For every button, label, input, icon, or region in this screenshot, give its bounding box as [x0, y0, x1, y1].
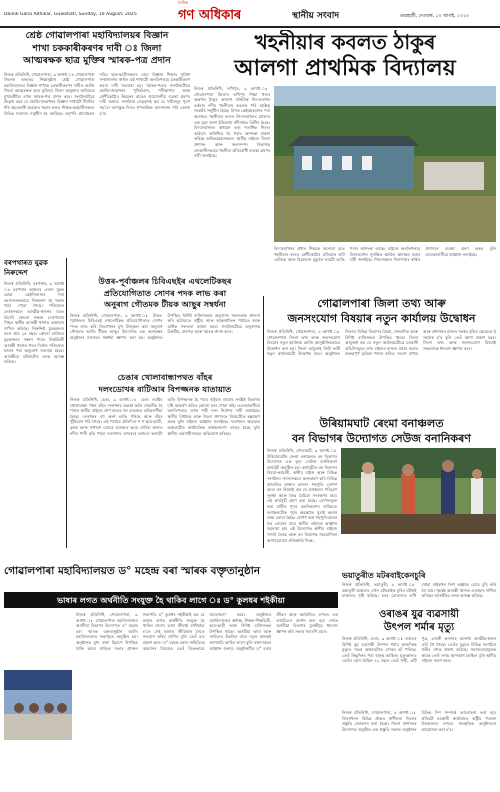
- masthead-rule: [0, 26, 500, 28]
- story-independence-prep: [342, 710, 496, 788]
- masthead-date-right: গুৱাহাটী, দেওবাৰ, ১০ আগষ্ট, ২০২৫: [400, 14, 470, 19]
- subhead-bar: [4, 592, 338, 608]
- story-youth-missing: [4, 258, 64, 548]
- story-memorial-lecture: [4, 612, 338, 788]
- article-body: নিজস্ব প্ৰতিনিধি, গোৱালপাৰা, ৯ আগষ্ট ঃ জিলাখনৰ বিভিন্ন প্ৰান্তত স্বাধীনতা দিৱসৰ প্ৰস্তুতি জোৰদাৰ কৰা হৈছে। জিলা প্ৰশাসনৰ উদ্যোগত অনুষ্ঠিত এক প্ৰস্তুতি সভাত অনুষ্ঠানৰ বিভিন্ন দিশ সম্পৰ্কে আলোচনা কৰা হয়। প্ৰতিটো চৰকাৰী কাৰ্যালয়ত ৰাষ্ট্ৰীয় পতাকা উত্তোলনৰ লগতে সাংস্কৃতিক অনুষ্ঠানৰো আয়োজন কৰা হ'ব।: [342, 710, 496, 732]
- masthead-logo-small: দৈনিক: [178, 0, 189, 5]
- masthead-section: স্থানীয় সংবাদ: [292, 11, 340, 21]
- article-body: নিজস্ব প্ৰতিনিধি, ভয়াতুৰী, ৯ আগষ্ট ঃ ভয়াতুৰী অঞ্চলত এখন মটৰবাইক চুৰিৰ ঘটনাই চাঞ্চল্যৰ সৃষ্টি কৰিছে। ঘৰৰ চোতালত ৰাখি থোৱা বাইকখন নিশা অজ্ঞাত চোৰে চুৰি কৰি লৈ যায়। গৃহস্থই আৰক্ষী থানাত এজাহাৰ দাখিল কৰিছে। আৰক্ষীয়ে তদন্ত আৰম্ভ কৰিছে।: [342, 582, 496, 599]
- article-body: নিজস্ব প্ৰতিনিধি, গোলাঘাট, ৯ আগষ্ট ঃ উৰিয়ামঘাটৰ ৰেংমা বনাঞ্চলত বন বিভাগৰ উদ্যোগত এক বৃহৎ সেউজ বনানিকৰণ কাৰ্যসূচী অনুষ্ঠিত হয়। কাৰ্যসূচীত বন বিভাগৰ বিষয়া-কৰ্মচাৰী, স্থানীয় ৰাইজ আৰু বিভিন্ন সংগঠনৰ সদস্যসকলে অংশগ্ৰহণ কৰি বিভিন্ন প্ৰজাতিৰ হাজাৰ হাজাৰ গছপুলি ৰোপণ কৰে। বন বিষয়াই কয় যে বনাঞ্চলৰ পৰিৱেশ সুৰক্ষা আৰু জৈৱ বৈচিত্ৰ্য সংৰক্ষণৰ বাবে এই কাৰ্যসূচী গ্ৰহণ কৰা হৈছে। বেদখলমুক্ত কৰা মাটিত পুনৰ বনানিকৰণৰ জৰিয়তে বনাঞ্চলটোক পূৰ্বৰ অৱস্থালৈ ঘূৰাই অনাৰ লক্ষ্য লোৱা হৈছে। ৰোপণ কৰা গছপুলিবোৰৰ যত্ন লোৱাৰ বাবে স্থানীয় ৰাইজক আহ্বান জনোৱা হয়। এই উদ্যোগক স্থানীয় ৰাইজে সাদৰি লৈছে আৰু বন বিভাগক সহযোগিতা আগবঢ়োৱাৰ প্ৰতিশ্ৰুতি দিছে।: [267, 448, 337, 543]
- article-body: নিজস্ব প্ৰতিনিধি, বৰপথাৰ, ৯ আগষ্ট ঃ বৰপথাৰ অঞ্চলৰ এজন যুৱক যোৱা কেইদিনমানৰ পৰা ৰহস্যজনকভাৱে নিৰুদ্দেশ হৈ থকাৰ খবৰ পোৱা গৈছে। পৰিয়ালৰ লোকসকলে আত্মীয়-স্বজনৰ ঘৰত বিচাৰি কোনো সন্ধান নোপোৱাৰ পিছত স্থানীয় আৰক্ষী থানাত এজাহাৰ দাখিল কৰিছে। নিৰুদ্দিষ্ট যুৱকজনৰ বয়স প্ৰায় ২৫ বছৰ। কোনো ব্যক্তিয়ে যুৱকজনৰ সন্ধান পালে নিকটৱৰ্তী আৰক্ষী থানাত খবৰ দিবলৈ পৰিয়ালৰ ফালৰ পৰা অনুৰোধ জনোৱা হৈছে। আৰক্ষীয়ে ঘটনাটোৰ তদন্ত আৰম্ভ কৰিছে।: [4, 281, 64, 365]
- headline: গোৱালপাৰা জিলা তথ্য আৰু জনসংযোগ বিষয়াৰ নতুন কাৰ্যালয় উদ্বোধন: [287, 297, 476, 325]
- article-body: নিজস্ব প্ৰতিনিধি, গোৱালপাৰা, ৯ আগষ্ট ঃ গোৱালপাৰা মহাবিদ্যালয়ৰ অসমীয়া বিভাগৰ উদ্যোগত ড° মহেন্দ্ৰ বৰা স্মাৰক বক্তৃতানুষ্ঠান আজি মহাবিদ্যালয়ৰ সভাগৃহত অনুষ্ঠিত হয়। অনুষ্ঠানত মুখ্য বক্তা হিচাপে উপস্থিত থাকি অসম সাহিত্য সভাৰ প্ৰাক্তন সভাপতি ড° কুলধৰ শইকীয়াই কয় যে ভাষাৰ লগত অৰ্থনীতি সংযুক্ত হৈ থাকিব লাগে। ভাষা জীয়াই ৰাখিবলৈ হ'লে সেই ভাষাক জীৱিকাৰ সৈতে সংযোগ কৰিব লাগিব বুলি তেওঁ মত প্ৰকাশ কৰে। ড° মহেন্দ্ৰ বৰাৰ সাহিত্যিক অৱদানৰ বিষয়েও তেওঁ বিতংভাৱে আলোচনা কৰে। অনুষ্ঠানত মহাবিদ্যালয়ৰ অধ্যক্ষ, শিক্ষক-শিক্ষয়িত্ৰী, ছাত্ৰ-ছাত্ৰী আৰু বিশিষ্ট ব্যক্তিসকল উপস্থিত থাকে। অসমীয়া ভাষা আৰু সাহিত্যৰ উন্নতিৰ বাবে নতুন প্ৰজন্মই আগবাঢ়ি আহিব লাগে বুলি বক্তাসকলে আহ্বান জনায়। অনুষ্ঠানটিত ড° বৰাৰ জীৱন আৰু কৰ্মৰাজিৰ ওপৰত এক তথ্যচিত্ৰও প্ৰদৰ্শন কৰা হয়। শেষত অসমীয়া বিভাগৰ মুৰব্বীয়ে ধন্যবাদ জ্ঞাপন কৰি সভাৰ সামৰণি মাৰে।: [76, 612, 338, 651]
- column-divider: [263, 296, 264, 548]
- lecture-photo: [4, 670, 72, 740]
- headline: বৰপথাৰত যুৱক নিৰুদ্দেশ: [4, 259, 48, 277]
- story-bamboo-bridge: [70, 372, 260, 548]
- subheadline: ভাষাৰ লগত অৰ্থনীতি সংযুক্ত হৈ থাকিব লাগে ঃ ড° কুলধৰ শইকীয়া: [57, 595, 285, 605]
- article-body: নিজস্ব প্ৰতিনিধি, গোৱালপাৰা, ৯ আগষ্ট ঃ গোৱালপাৰা জিলা তথ্য আৰু জনসংযোগ বিষয়াৰ নতুন কাৰ্যালয় আজি আনুষ্ঠানিকভাৱে উদ্বোধন কৰা হয়। জিলা আয়ুক্তই ফিটা কাটি নতুন কাৰ্যালয়টো উদ্বোধন কৰে। অনুষ্ঠানত জিলাৰ বিভিন্ন বিভাগৰ বিষয়া, সাংবাদিক আৰু বিশিষ্ট ব্যক্তিসকল উপস্থিত থাকে। জিলা আয়ুক্তই কয় যে নতুন কাৰ্যালয়টোৱে চৰকাৰী আঁচনিসমূহৰ তথ্য ৰাইজৰ মাজত প্ৰচাৰ কৰাত গুৰুত্বপূৰ্ণ ভূমিকা পালন কৰিব। সংবাদ মাধ্যম আৰু প্ৰশাসনৰ মাজত সমন্বয় বৃদ্ধিৰ ক্ষেত্ৰতো ই সহায়ক হ'ব বুলি তেওঁ আশা প্ৰকাশ কৰে। জিলা তথ্য আৰু জনসংযোগ বিষয়াই সকলোকে ধন্যবাদ জ্ঞাপন কৰে।: [267, 329, 496, 357]
- headline: চেঙাৰ খোলাবান্ধাপথত বাঁহৰ দলংডোখৰ বাটিআৰ বিপজ্জনক যাতায়াত: [98, 372, 232, 394]
- headline: গোৱালপাৰা মহাবিদ্যালয়ত ড° মহেন্দ্ৰ বৰা স্মাৰক বক্তৃতানুষ্ঠান: [4, 565, 261, 577]
- headline: শ্ৰেষ্ঠ গোৱালপাৰা মহাবিদ্যালয়ৰ বিজ্ঞান শাখা চককাৰীকৰণৰ দাবী ঃ জিলা আত্মৰক্ষক ছাত্ৰ মুক্তিৰ স্মাৰক-পত্ৰ প্ৰদান: [23, 30, 171, 66]
- story-info-office: [267, 296, 496, 414]
- article-body: নিজস্ব প্ৰতিনিধি, গোৱালপাৰা, ৯ আগষ্ট ঃ উত্তৰ-পূৰ্বাঞ্চলৰ চিবিএছই এথলেটিকছ প্ৰতিযোগিতাত সোণৰ পদক লাভ কৰি জিলাখনৰ মুখ উজ্জ্বল কৰা অনুৰাগ গৌতমক আজি টীয়ক আছুৰ উদ্যোগত এক অনাড়ম্বৰ অনুষ্ঠানৰ মাজেৰে সম্বৰ্ধনা জ্ঞাপন কৰা হয়। অনুষ্ঠানত উপস্থিত বিশিষ্ট ব্যক্তিসকলে অনুৰাগৰ সফলতাক প্ৰশংসা কৰি ভৱিষ্যতে ৰাষ্ট্ৰীয় আৰু আন্তৰ্জাতিক পৰ্যায়ত আৰু অধিক সফলতা কামনা কৰে। সংগঠনটোৱে অনুৰাগক উত্তৰীয়, মানপত্ৰ আৰু স্মাৰক প্ৰদান কৰে।: [70, 312, 260, 340]
- story-bike-theft: [342, 570, 496, 606]
- headline: উত্তৰ-পূৰ্বাঞ্চলৰ চিবিএছইৰ এথলেটিকছৰ প্ৰতিযোগিতাত সোণৰ পদক লাভ কৰা অনুৰাগ গৌতমক টীয়ক আছুৰ সম্বৰ্ধনা: [98, 276, 232, 309]
- story-businessman-death: [342, 608, 496, 708]
- story-college-science-demand: [4, 30, 190, 254]
- masthead-logo: গণ অধিকাৰ: [178, 8, 242, 23]
- headline: ভয়াতুৰীত মটৰবাইকেনচুৰি: [342, 571, 426, 580]
- article-body-right: বিদ্যালয়খনৰ প্ৰধান শিক্ষকে জনোৱা মতে খহনীয়াৰ ফলত শ্ৰেণীকোঠাৰ মজিয়াত ফাট মেলিছে আৰু যিকোনো মুহূৰ্তত ঘৰটো ভাঙি পৰাৰ আশংকা আছে। ৰাইজে অনতিপলমে বিদ্যালয়খন সুৰক্ষিত স্থানলৈ স্থানান্তৰ কৰাৰ দাবী জনাইছে। শিশুসকলৰ নিৰাপত্তাৰ স্বাৰ্থত প্ৰশাসনে ব্যৱস্থা গ্ৰহণ কৰক বুলি এলেকাবাসীয়ে আহ্বান জনাইছে।: [274, 246, 496, 263]
- story-erosion-school: [194, 30, 496, 292]
- masthead-dateline: Dainik Gana Adhikar, Guwahati, Sunday, 10 August, 2025: [4, 12, 137, 17]
- article-body-left: নিজস্ব প্ৰতিনিধি, লখিপুৰ, ৯ আগষ্ট ঃ গোৱালপাৰা জিলাৰ লখিপুৰ শিক্ষা খণ্ডৰ অন্তৰ্গত ঠাকুৰ আলগা প্ৰাথমিক বিদ্যালয়খন বৰ্তমান নদীৰ খহনীয়াৰ কবলত পৰি অস্তিত্ব সংকটৰ সন্মুখীন হৈছে। বিগত কেইবছৰমানৰ পৰা অব্যাহত খহনীয়াৰ ফলত বিদ্যালয়খনৰ চৌহদৰ এক বৃহৎ অংশ ইতিমধ্যে নদীগৰ্ভত বিলীন হৈছে। বিদ্যালয়খনত অধ্যয়ন কৰা শতাধিক শিশুৰ ভৱিষ্যৎ অনিশ্চিত হৈ পৰাৰ আশংকা প্ৰকাশ কৰিছে অভিভাৱকসকলে। স্থানীয় ৰাইজে জিলা প্ৰশাসন আৰু জলসম্পদ বিভাগক তৎকালীনভাৱে খহনীয়া প্ৰতিৰোধী ব্যৱস্থা গ্ৰহণৰ দাবী জনাইছে।: [194, 86, 270, 159]
- story-athletics-felicitation: [70, 276, 260, 370]
- column-divider: [66, 258, 67, 548]
- afforestation-photo: [341, 448, 496, 534]
- story-afforestation: [267, 416, 496, 568]
- headline: উৰিয়ামঘাট ৰেংমা বনাঞ্চলত বন বিভাগৰ উদ্যোগত সেউজ বনানিকৰণ: [292, 417, 471, 445]
- headline-line2: আলগা প্ৰাথমিক বিদ্যালয়: [234, 56, 456, 81]
- school-photo: [274, 86, 496, 242]
- headline-line1: খহনীয়াৰ কবলত ঠাকুৰ: [254, 30, 436, 54]
- article-body: নিজস্ব প্ৰতিনিধি, গোৱালপাৰা, ৯ আগষ্ট ঃ গোৱালপাৰা জিলাৰ অন্যতম শিক্ষানুষ্ঠান শ্ৰেষ্ঠ গোৱালপাৰা মহাবিদ্যালয়ৰ বিজ্ঞান শাখাক চৰকাৰীকৰণৰ দাবীত আজি জিলা আত্মৰক্ষক ছাত্ৰ মুক্তিয়ে জিলা আয়ুক্তৰ জৰিয়তে মুখ্যমন্ত্ৰীলৈ এখন স্মাৰক-পত্ৰ প্ৰদান কৰে। সংগঠনটোৱে উল্লেখ কৰে যে মহাবিদ্যালয়খনৰ বিজ্ঞান শাখাটো দীৰ্ঘদিন ধৰি অচৰকাৰী অৱস্থাত থকাৰ ফলত শিক্ষক-কৰ্মচাৰীসকলে বিভিন্ন সমস্যাৰ সন্মুখীন হৈ আহিছে। তদুপৰি গ্ৰামাঞ্চলৰ দৰিদ্ৰ ছাত্ৰ-ছাত্ৰীসকলৰ বাবে বিজ্ঞান শিক্ষাৰ সুবিধা সম্প্ৰসাৰণৰ স্বাৰ্থত এই শাখাটো অনতিপলমে চৰকাৰীকৰণ কৰাৰ দাবী জনোৱা হয়। স্মাৰক-পত্ৰত সংগঠনটোৱে মহাবিদ্যালয়খনৰ পুথিভঁৰাল, পৰীক্ষাগাৰ আৰু শ্ৰেণীকোঠাৰ উন্নয়নৰ বাবেও প্ৰয়োজনীয় ব্যৱস্থা গ্ৰহণৰ দাবী জনায়। সংগঠনৰ নেতৃবৃন্দই কয় যে দাবীসমূহ পূৰণ নহ'লে আগন্তুক দিনত গণতান্ত্ৰিক আন্দোলন গঢ়ি তোলা হ'ব।: [4, 71, 190, 116]
- headline: ওৰাঙৰ যুৱ ব্যৱসায়ী উৎপল শৰ্মাৰ মৃত্যু: [378, 609, 459, 633]
- article-body: নিজস্ব প্ৰতিনিধি, ওৰাং, ৯ আগষ্ট ঃ ওৰাঙৰ বিশিষ্ট যুৱ ব্যৱসায়ী উৎপল শৰ্মাৰ আকস্মিক মৃত্যুত সমগ্ৰ অঞ্চলটোত শোকৰ ছাঁ পৰিছে। তেওঁ কিছুদিনৰ পৰা অসুস্থ আছিল। মৃত্যুকালত তেওঁৰ বয়স হৈছিল ৪২ বছৰ। তেওঁ পত্নী, এটি পুত্ৰ, এজনী কন্যাসহ অসংখ্য আত্মীয়-স্বজন এৰি থৈ গৈছে। তেওঁৰ মৃত্যুত বিভিন্ন সংগঠনে গভীৰ শোক প্ৰকাশ কৰিছে। সমাজসেৱামূলক কামত তেওঁ সদায় আগভাগ লৈছিল বুলি স্থানীয় ৰাইজে স্মৰণ কৰে।: [342, 636, 496, 664]
- article-body: নিজস্ব প্ৰতিনিধি, চেঙা, ৯ আগষ্ট ঃ চেঙা সমষ্টিৰ খোলাবান্ধা পথৰ বাঁহৰ দলংখনৰ অৱস্থা অতি শোচনীয় হৈ পৰাত স্থানীয় ৰাইজে প্ৰাণ হাতত লৈ যাতায়ত কৰিবলগীয়া হৈছে। দলংখনৰ বহু অংশ ভাঙি পৰিছে আৰু বাঁহৰ খুঁটাবোৰ পচি গৈছে। এই পথেৰে প্ৰতিদিনে শ শ ছাত্ৰ-ছাত্ৰী, কৃষক আৰু সাধাৰণ লোকে যাতায়ত কৰে। বাৰিষা কালত নদীৰ পানী বৃদ্ধি পালে দলংখনৰ ওপৰেৰে চলাচল কৰাটো অতি বিপজ্জনক হৈ পৰে। ৰাইজে বহুবাৰ সংশ্লিষ্ট বিভাগৰ দৃষ্টি আকৰ্ষণ কৰিও কোনো ফল পোৱা নাই। এলেকাবাসীয়ে অনতিপলমে এখন পকী দলং নিৰ্মাণৰ দাবী জনাইছে। স্থানীয় বিধায়ক আৰু জিলা প্ৰশাসনে বিষয়টোত হস্তক্ষেপ কৰক বুলি ৰাইজে আহ্বান জনাইছে। দলংখনৰ অভাৱত অঞ্চলটোৰ অৰ্থনৈতিক কাৰ্যকলাপো ব্যাহত হৈছে বুলি স্থানীয় ব্যৱসায়ীসকলে অভিযোগ কৰিছে।: [70, 397, 260, 436]
